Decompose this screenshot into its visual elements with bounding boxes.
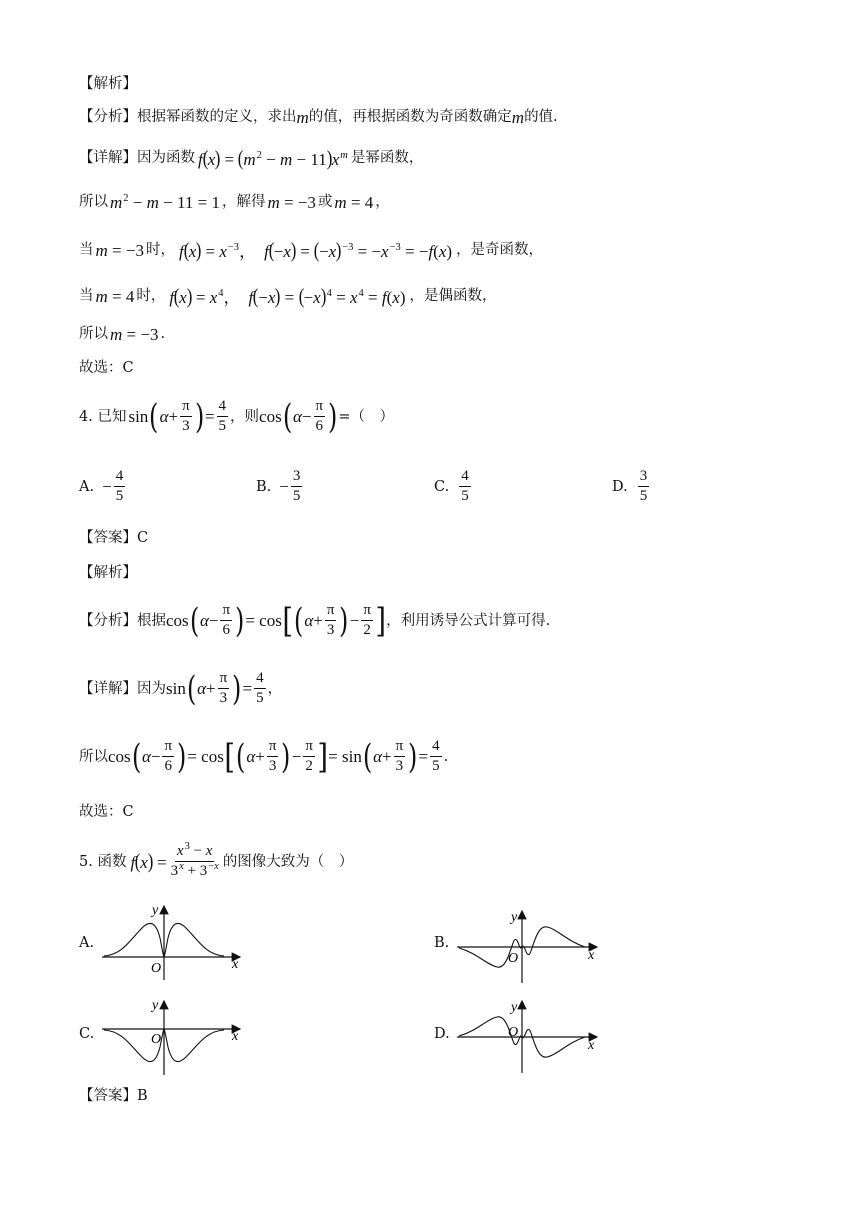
origin-label: O — [151, 961, 162, 976]
q5-stem: 5. 函数 f(x) = $\frac{x^3 - x}{3^x + 3^{-x}}$ 的图像大致为（ ） — [79, 841, 354, 880]
q4-xiangjie-line: 【详解】 因为 sin ( α + $\frac{\pi}{3}$ ) = $\frac{4}{5}$ ， — [79, 668, 283, 709]
q4-fenxi-line: 【分析】 根据 cos ( α − $\frac{\pi}{6}$ ) = cos [ ( α + $\frac{\pi}{3}$ ) − $\frac{\pi}{2}$ ] ，利用诱导公式计算可得. — [79, 600, 551, 641]
q3-jiexi: 【解析】 — [79, 76, 137, 92]
q5-option-d-label[interactable]: D. — [434, 1026, 450, 1042]
q4-option-a[interactable]: A. − $\frac{4}{5}$ — [79, 468, 124, 505]
q5-option-c-label[interactable]: C. — [79, 1026, 95, 1042]
x-label: x — [232, 1029, 239, 1044]
q5-daan: 【答案】B — [79, 1088, 148, 1104]
origin-label: O — [508, 951, 519, 966]
y-label: y — [511, 1000, 518, 1015]
q4-option-c[interactable]: C. 4 5 — [434, 468, 469, 505]
q5-option-b-label[interactable]: B. — [434, 935, 450, 951]
x-label: x — [232, 957, 239, 972]
y-label: y — [152, 998, 159, 1013]
q5-option-a-label[interactable]: A. — [79, 935, 95, 951]
var-m: m — [296, 108, 309, 127]
q3-line4: 所以 $m^2 - m - 11 = 1$ ，解得 m = −3 或 m = 4 ， — [79, 193, 390, 212]
q5-graph-a[interactable] — [100, 900, 250, 982]
q3-guxuan: 故选：C — [79, 360, 134, 376]
q4-line4: 所以 cos ( α − $\frac{\pi}{6}$ ) = cos [ ( α + $\frac{\pi}{3}$ ) − $\frac{\pi}{2}$ ] = sin ( α + $\frac{\pi}{3}$ ) = $\frac{4}{5}$ . — [79, 736, 449, 777]
q3-line7: 所以 m = −3 . — [79, 325, 166, 344]
q5-graph-c[interactable] — [100, 995, 250, 1077]
var-m: m — [511, 108, 525, 127]
q4-jiexi: 【解析】 — [79, 565, 137, 581]
x-label: x — [588, 948, 595, 963]
q4-stem: 4. 已知 sin ( α + $\frac{\pi}{3}$ ) = $\frac{4}{5}$ ，则 cos ( α − $\frac{\pi}{6}$ ) =（ ） — [79, 396, 394, 437]
q3-xiangjie-line: 【详解】 因为函数 $f(x) = (m^2 - m - 11)x^m$ 是幂函数， — [79, 146, 424, 170]
q5-graph-b[interactable] — [455, 905, 605, 987]
x-label: x — [588, 1038, 595, 1053]
y-label: y — [152, 903, 159, 918]
origin-label: O — [151, 1032, 162, 1047]
y-label: y — [511, 910, 518, 925]
q4-option-b[interactable]: B. − $\frac{3}{5}$ — [256, 468, 301, 505]
origin-label: O — [508, 1025, 519, 1040]
q5-graph-d[interactable] — [455, 995, 605, 1077]
q4-option-d[interactable]: D. 3 5 — [612, 468, 648, 505]
q4-guxuan: 故选：C — [79, 804, 134, 820]
q3-fenxi-line: 【分析】 根据幂函数的定义，求出 m 的值，再根据函数为奇函数确定 m 的值. — [79, 108, 558, 127]
q3-line5: 当 m = −3 时， $f(x) = x^{-3}$， $f(-x) = (-x)^{-3} = -x^{-3} = -f(x)$ ，是奇函数， — [79, 238, 544, 262]
power-function-formula: $f(x) = (m^2 - m - 11)x^m$ — [198, 146, 348, 170]
q3-line6: 当 m = 4 时， $f(x) = x^4$， $f(-x) = (-x)^4 = x^4 = f(x)$ ，是偶函数， — [79, 284, 497, 308]
q4-daan: 【答案】C — [79, 530, 149, 546]
